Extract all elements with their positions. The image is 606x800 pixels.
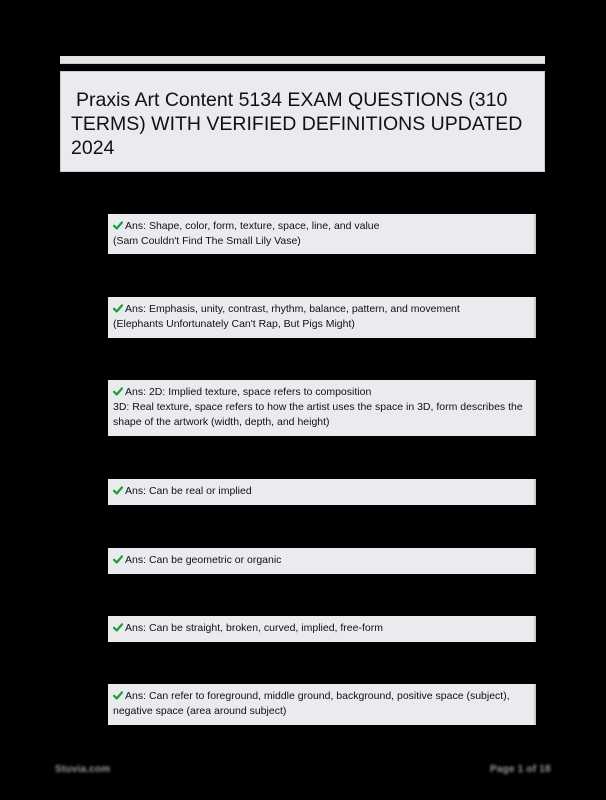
answer-line: Can be geometric or organic [148, 554, 282, 566]
check-icon [113, 221, 123, 230]
answer-prefix: Ans: [125, 386, 147, 398]
header-rule [60, 56, 545, 64]
answer-prefix: Ans: [125, 220, 147, 232]
footer-page-number: Page 1 of 18 [490, 764, 551, 775]
answer-line: Can be real or implied [148, 485, 252, 497]
answer-box [108, 684, 536, 725]
answer-line: Emphasis, unity, contrast, rhythm, balance, pattern, and movement [148, 303, 460, 315]
check-icon [113, 304, 123, 313]
check-icon [113, 486, 123, 495]
answer-line: 3D: Real texture, space refers to how the artist uses the space in 3D, form describes the shape of the artwork (width, depth, and height) [113, 401, 523, 428]
check-icon [113, 691, 123, 700]
check-icon [113, 555, 123, 564]
check-icon [113, 623, 123, 632]
answer-box [108, 214, 536, 254]
answer-line: 2D: Implied texture, space refers to composition [148, 386, 372, 398]
answer-box [108, 548, 536, 574]
answer-line: (Sam Couldn't Find The Small Lily Vase) [113, 235, 301, 247]
answer-prefix: Ans: [125, 690, 147, 702]
answer-box [108, 380, 536, 436]
answer-prefix: Ans: [125, 622, 147, 634]
answer-line: Can be straight, broken, curved, implied, free-form [148, 622, 383, 634]
answer-line: (Elephants Unfortunately Can't Rap, But Pigs Might) [113, 318, 355, 330]
document-title: Praxis Art Content 5134 EXAM QUESTIONS (310 TERMS) WITH VERIFIED DEFINITIONS UPDATED 2024 [71, 89, 523, 159]
answer-box [108, 297, 536, 338]
answer-box [108, 479, 536, 505]
answer-prefix: Ans: [125, 554, 147, 566]
answer-box [108, 616, 536, 642]
answer-line: Shape, color, form, texture, space, line, and value [148, 220, 380, 232]
document-title-box [60, 71, 545, 172]
check-icon [113, 387, 123, 396]
footer-site-text: Stuvia.com [55, 764, 111, 775]
answer-prefix: Ans: [125, 485, 147, 497]
answer-line: Can refer to foreground, middle ground, background, positive space (subject), negative space (area around subject) [113, 690, 510, 717]
answer-prefix: Ans: [125, 303, 147, 315]
